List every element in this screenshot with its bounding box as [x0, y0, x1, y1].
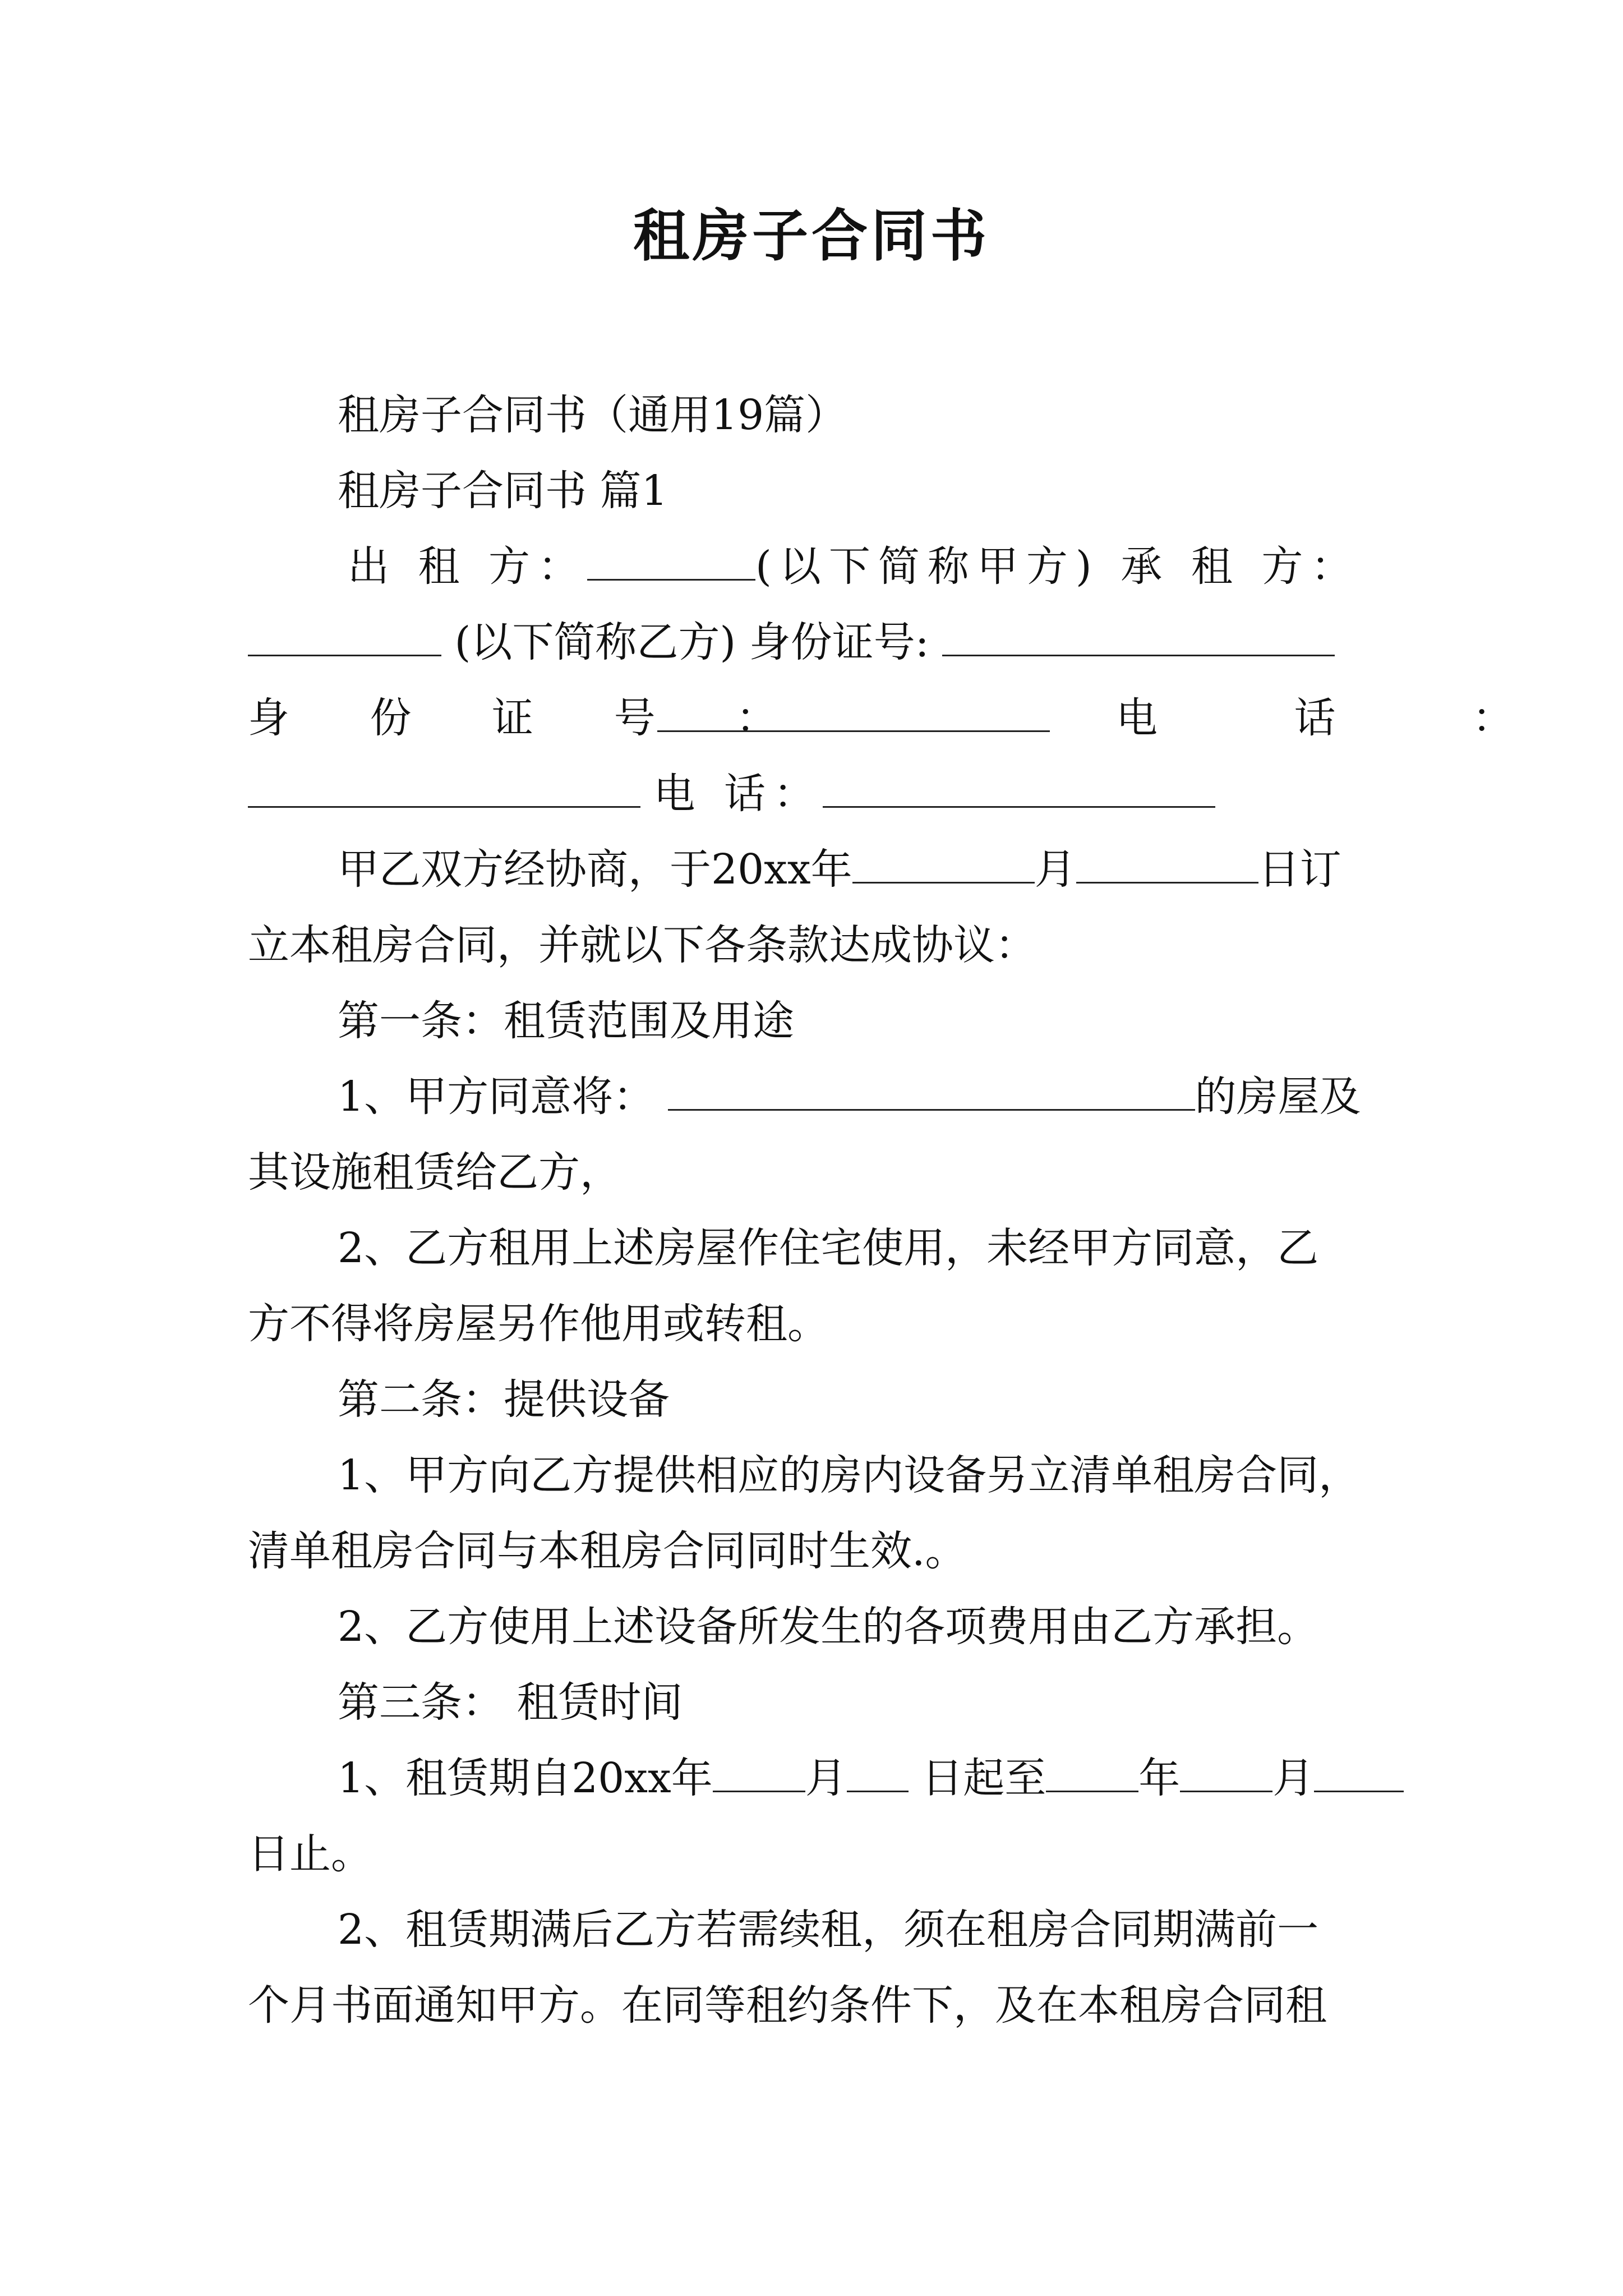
art1-item1-text-b: 的房屋及: [1195, 1073, 1361, 1121]
start-day-blank: [847, 1755, 909, 1792]
end-year-blank: [1046, 1755, 1138, 1792]
art3-item1-line2: 日止。: [248, 1830, 372, 1878]
art2-item2: 2、乙方使用上述设备所发生的各项费用由乙方承担。: [338, 1603, 1319, 1651]
section-label: 租房子合同书 篇1: [338, 467, 668, 515]
agree-text-b: 月: [1034, 845, 1076, 894]
agree-line-1: [338, 841, 1341, 898]
day-blank: [1076, 846, 1258, 884]
end-month-blank: [1180, 1755, 1272, 1792]
id-blank-2: [657, 694, 1050, 732]
art3-text-c: 日起至: [908, 1754, 1046, 1802]
agree-text-a: 甲乙双方经协商，于20xx年: [338, 845, 852, 894]
party-line-4: [248, 766, 1215, 822]
subtitle: 租房子合同书（通用19篇）: [338, 391, 847, 439]
art1-item2-line2: 方不得将房屋另作他用或转租。: [248, 1300, 829, 1348]
document-title: 租房子合同书: [633, 203, 990, 269]
art3-text-d: 年: [1138, 1754, 1181, 1802]
art1-item1-text-a: 1、甲方同意将：: [338, 1073, 655, 1121]
article-1-title: 第一条：租赁范围及用途: [338, 997, 794, 1045]
month-blank: [852, 846, 1035, 884]
art3-item2-line1: 2、租赁期满后乙方若需续租，须在租房合同期满前一: [338, 1906, 1319, 1954]
lessee-note: (以下简称乙方) 身份证号:: [454, 618, 929, 666]
art3-item1-line1: [338, 1750, 1404, 1806]
art1-item1-line2: 其设施租赁给乙方，: [248, 1148, 621, 1197]
phone-label-2: 电 话：: [653, 770, 823, 818]
start-month-blank: [713, 1755, 805, 1792]
lessee-blank: [248, 619, 441, 656]
lessor-label: 出 租 方：: [348, 542, 588, 591]
party-line-1: [348, 539, 1360, 595]
agree-text-c: 日订: [1258, 845, 1341, 894]
art1-item2-line1: 2、乙方租用上述房屋作住宅使用，未经甲方同意，乙: [338, 1224, 1319, 1272]
art3-text-b: 月: [805, 1754, 847, 1802]
art3-item2-line2: 个月书面通知甲方。在同等租约条件下，及在本租房合同租: [248, 1981, 1327, 2030]
phone-label-1: 电 话 ：: [1116, 694, 1576, 742]
art2-item1-line2: 清单租房合同与本租房合同同时生效.。: [248, 1527, 967, 1575]
art3-text-e: 月: [1272, 1754, 1315, 1802]
phone-blank-2: [823, 770, 1215, 808]
id-blank-1: [942, 619, 1335, 656]
id-label: 身 份 证 号 ：: [248, 694, 811, 742]
lessor-blank: [587, 543, 755, 581]
art1-item1-line1: [338, 1069, 1361, 1125]
art2-item1-line1: 1、甲方向乙方提供相应的房内设备另立清单租房合同，: [338, 1451, 1361, 1499]
article-3-title: 第三条： 租赁时间: [338, 1678, 683, 1727]
agree-line-2: 立本租房合同，并就以下各条款达成协议：: [248, 921, 1036, 969]
article-2-title: 第二条：提供设备: [338, 1375, 670, 1424]
lessor-note: (以下简称甲方) 承 租 方：: [755, 542, 1361, 591]
house-blank: [668, 1073, 1195, 1111]
art3-text-a: 1、租赁期自20xx年: [338, 1754, 713, 1802]
end-day-blank: [1314, 1755, 1404, 1792]
party-line-2: [248, 614, 1335, 670]
id-blank-2-wrap: [657, 690, 1050, 746]
phone-blank-1: [248, 770, 640, 808]
